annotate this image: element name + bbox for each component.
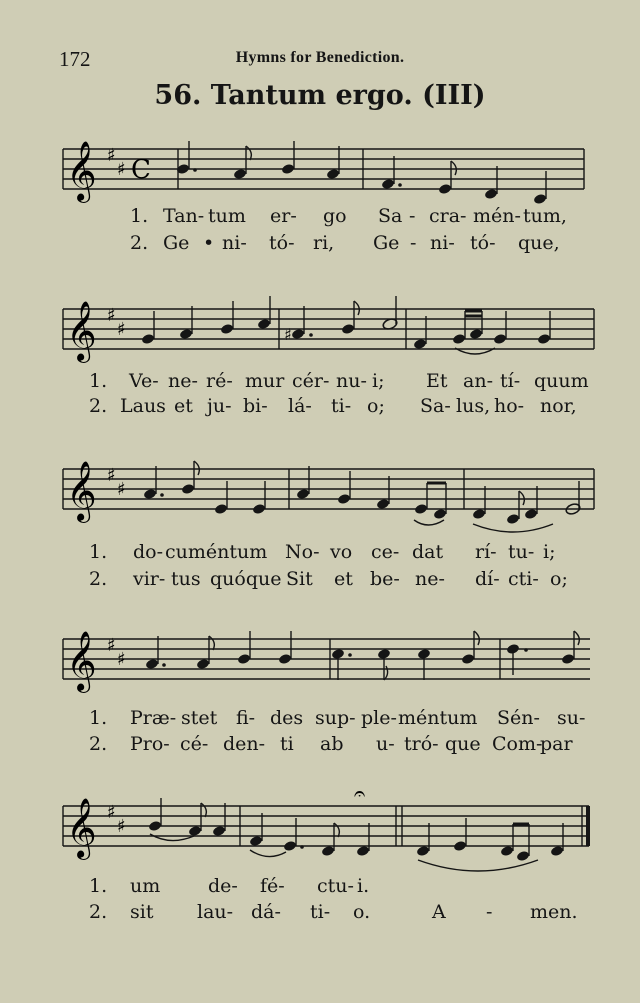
syllable: cuméntum xyxy=(165,541,268,563)
running-head: Hymns for Benediction. xyxy=(235,49,405,66)
syllable: i; xyxy=(372,370,385,392)
syllable: tum xyxy=(208,205,246,227)
syllable: vo xyxy=(330,541,353,563)
sharp-icon: ♯ xyxy=(107,802,116,823)
syllable: - xyxy=(410,232,417,254)
syllable: tró- xyxy=(404,733,439,755)
syllable: o; xyxy=(550,568,568,590)
syllable: cti- xyxy=(508,568,539,590)
syllable: que xyxy=(445,733,481,755)
sharp-icon: ♯ xyxy=(117,479,126,500)
sharp-icon: ♯ xyxy=(107,305,116,326)
syllable: No- xyxy=(285,541,320,563)
syllable: cé- xyxy=(180,733,209,755)
lyric-line-verse-1 xyxy=(0,541,640,567)
staff-5 xyxy=(0,778,640,876)
treble-clef-icon: 𝄞 xyxy=(66,798,97,858)
music-system-3 xyxy=(0,448,640,593)
syllable: nu- xyxy=(336,370,367,392)
syllable: et xyxy=(334,568,353,590)
lyric-line-verse-2 xyxy=(0,901,640,927)
lyric-line-verse-1 xyxy=(0,875,640,901)
syllable: Sa xyxy=(378,205,403,227)
syllable: de- xyxy=(208,875,238,897)
syllable: tó- xyxy=(470,232,496,254)
syllable: ni- xyxy=(222,232,247,254)
syllable: Sit xyxy=(286,568,313,590)
syllable: ré- xyxy=(206,370,233,392)
sharp-icon: ♯ xyxy=(107,145,116,166)
syllable: par xyxy=(540,733,573,755)
lyric-line-verse-2 xyxy=(0,733,640,759)
music-system-5 xyxy=(0,778,640,928)
syllable: Pro- xyxy=(130,733,170,755)
verse-number: 1. xyxy=(89,370,108,392)
common-time-icon: C xyxy=(131,155,151,185)
syllable: dat xyxy=(412,541,444,563)
syllable: um xyxy=(130,875,161,897)
syllable: A xyxy=(432,901,446,923)
syllable: dá- xyxy=(251,901,281,923)
syllable: o; xyxy=(367,395,385,417)
music-system-4 xyxy=(0,618,640,758)
syllable: Et xyxy=(426,370,448,392)
syllable: ho- xyxy=(494,395,525,417)
sharp-icon: ♯ xyxy=(117,816,126,837)
treble-clef-icon: 𝄞 xyxy=(66,461,97,521)
syllable: u- xyxy=(376,733,395,755)
syllable: mén- xyxy=(473,205,521,227)
syllable: be- xyxy=(370,568,400,590)
syllable: tó- xyxy=(269,232,295,254)
syllable: • xyxy=(203,232,215,254)
syllable: tu- xyxy=(508,541,535,563)
syllable: do- xyxy=(133,541,164,563)
syllable: cra- xyxy=(429,205,467,227)
syllable: sup- xyxy=(315,707,356,729)
treble-clef-icon: 𝄞 xyxy=(66,301,97,361)
syllable: cér- xyxy=(292,370,330,392)
treble-clef-icon: 𝄞 xyxy=(66,141,97,201)
lyric-line-verse-2 xyxy=(0,568,640,594)
syllable: ju- xyxy=(207,395,232,417)
syllable: vir- xyxy=(133,568,166,590)
staff-3 xyxy=(0,448,640,540)
syllable: ti xyxy=(280,733,294,755)
syllable: ni- xyxy=(430,232,455,254)
syllable: bi- xyxy=(243,395,268,417)
syllable: lá- xyxy=(288,395,312,417)
syllable: quum xyxy=(534,370,589,392)
syllable: i. xyxy=(357,875,370,897)
verse-number: 1. xyxy=(89,875,108,897)
lyric-line-verse-2 xyxy=(0,395,640,421)
verse-number: 2. xyxy=(130,232,149,254)
syllable: tum, xyxy=(523,205,567,227)
syllable: su- xyxy=(557,707,586,729)
syllable: tus xyxy=(171,568,201,590)
fermata-icon: 𝄐 xyxy=(354,781,366,805)
syllable: den- xyxy=(223,733,266,755)
syllable: Ge xyxy=(163,232,190,254)
syllable: Ge xyxy=(373,232,400,254)
syllable: o. xyxy=(353,901,371,923)
syllable: ti- xyxy=(331,395,352,417)
syllable: dí- xyxy=(475,568,500,590)
syllable: ce- xyxy=(371,541,400,563)
syllable: et xyxy=(174,395,193,417)
syllable: i; xyxy=(543,541,556,563)
syllable: que, xyxy=(518,232,560,254)
syllable: Sa- xyxy=(420,395,451,417)
syllable: go xyxy=(323,205,347,227)
lyric-line-verse-1 xyxy=(0,205,640,231)
verse-number: 1. xyxy=(89,707,108,729)
syllable: mur xyxy=(245,370,285,392)
syllable: an- xyxy=(463,370,493,392)
syllable: nor, xyxy=(540,395,577,417)
syllable: stet xyxy=(181,707,218,729)
lyric-line-verse-1 xyxy=(0,370,640,396)
syllable: sit xyxy=(130,901,154,923)
syllable: ple- xyxy=(361,707,397,729)
verse-number: 2. xyxy=(89,395,108,417)
syllable: ctu- xyxy=(317,875,354,897)
syllable: des xyxy=(270,707,304,729)
sharp-icon: ♯ xyxy=(284,325,292,344)
music-system-2 xyxy=(0,288,640,423)
hymn-title: 56. Tantum ergo. (III) xyxy=(154,80,486,111)
treble-clef-icon: 𝄞 xyxy=(66,631,97,691)
staff-1 xyxy=(0,128,640,208)
syllable: - xyxy=(486,901,493,923)
syllable: Sén- xyxy=(497,707,540,729)
syllable: er- xyxy=(270,205,297,227)
syllable: ne- xyxy=(168,370,198,392)
verse-number: 2. xyxy=(89,568,108,590)
syllable: - xyxy=(409,205,416,227)
sharp-icon: ♯ xyxy=(117,159,126,180)
syllable: ri, xyxy=(313,232,335,254)
sharp-icon: ♯ xyxy=(107,635,116,656)
music-system-1 xyxy=(0,128,640,263)
syllable: fé- xyxy=(260,875,285,897)
syllable: tí- xyxy=(500,370,521,392)
syllable: méntum xyxy=(398,707,478,729)
lyric-line-verse-2 xyxy=(0,232,640,258)
page-number: 172 xyxy=(59,47,91,71)
syllable: quóque xyxy=(210,568,282,590)
syllable: ne- xyxy=(415,568,445,590)
syllable: Ve- xyxy=(129,370,159,392)
syllable: Com- xyxy=(492,733,543,755)
syllable: rí- xyxy=(475,541,497,563)
sharp-icon: ♯ xyxy=(107,465,116,486)
syllable: Præ- xyxy=(130,707,177,729)
syllable: men. xyxy=(530,901,578,923)
syllable: ab xyxy=(320,733,344,755)
sharp-icon: ♯ xyxy=(117,649,126,670)
verse-number: 2. xyxy=(89,901,108,923)
syllable: fi- xyxy=(236,707,256,729)
syllable: Laus xyxy=(120,395,166,417)
verse-number: 2. xyxy=(89,733,108,755)
staff-4 xyxy=(0,618,640,703)
syllable: Tan- xyxy=(163,205,205,227)
verse-number: 1. xyxy=(130,205,149,227)
verse-number: 1. xyxy=(89,541,108,563)
syllable: lus, xyxy=(456,395,491,417)
lyric-line-verse-1 xyxy=(0,707,640,733)
syllable: lau- xyxy=(197,901,234,923)
syllable: ti- xyxy=(310,901,331,923)
staff-2 xyxy=(0,288,640,368)
sharp-icon: ♯ xyxy=(117,319,126,340)
